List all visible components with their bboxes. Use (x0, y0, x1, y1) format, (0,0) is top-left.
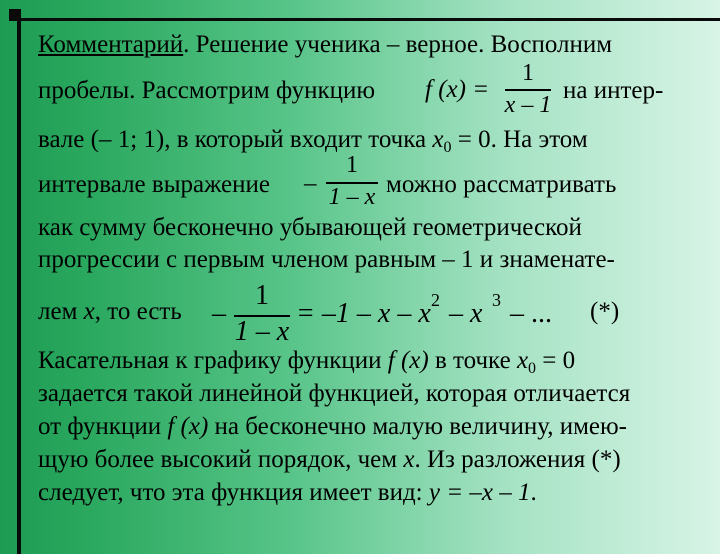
text-line-11 (38, 445, 621, 475)
line8-fx: f (x) (387, 347, 429, 374)
f1-lhs: f (x) = (425, 76, 490, 103)
line7-var: x (83, 298, 95, 325)
line8-t3: = 0 (536, 347, 576, 374)
line12-t2: . (530, 479, 537, 506)
text-line-2 (38, 76, 375, 106)
frame-vertical-bar (17, 14, 21, 554)
text-line-8 (38, 346, 575, 376)
line2-before: пробелы. Рассмотрим функцию (38, 77, 376, 104)
f3-sign: – (212, 298, 226, 329)
line4-after: можно рассматривать (386, 171, 617, 198)
text-line-7 (38, 297, 182, 327)
line8-var: x (516, 347, 529, 374)
text-line-5: как сумму бесконечно убывающей геометрической (38, 214, 582, 241)
f2-sign: – (304, 170, 317, 197)
comment-label: Комментарий (38, 31, 184, 58)
f1-numerator: 1 (522, 60, 534, 86)
f2-denominator: 1 – x (328, 184, 376, 210)
text-line-4 (38, 170, 270, 200)
line10-fx: f (x) (167, 413, 209, 440)
f3-series: = –1 – x – x (296, 298, 431, 329)
equation-tag: (*) (590, 298, 620, 325)
text-line-3 (38, 125, 588, 155)
line12-eq: y = –x – 1 (428, 479, 531, 506)
line4-before: интервале выражение (38, 171, 270, 198)
frame-corner-square (9, 9, 21, 21)
line3-text1: вале (– 1; 1), в который входит точка (38, 126, 433, 153)
f3-denominator: 1 – x (234, 316, 290, 347)
line11-t1: щую более высокий порядок, чем (38, 446, 404, 473)
line8-sub: 0 (528, 360, 537, 377)
f3-tail: – ... (510, 298, 552, 329)
frame-horizontal-bar (10, 18, 720, 21)
x0-sub: 0 (443, 139, 452, 156)
text-line-12 (38, 478, 537, 508)
line3-text2: = 0. На этом (451, 126, 588, 153)
line11-t2: . Из разложения (*) (414, 446, 621, 473)
f2-numerator: 1 (346, 152, 358, 178)
f3-exp3: 3 (492, 290, 501, 310)
text-line-6: прогрессии с первым членом равным – 1 и знаменате- (38, 246, 615, 273)
line10-t2: на бесконечно малую величину, имею- (208, 413, 628, 440)
line12-t1: следует, что эта функция имеет вид: (38, 479, 429, 506)
f3-exp2: 2 (431, 290, 440, 310)
text-line-1 (38, 30, 612, 60)
line8-t1: Касательная к графику функции (38, 347, 388, 374)
text-line-9: задается такой линейной функцией, которая отличается (38, 380, 631, 407)
line2-after: на интер- (563, 77, 664, 104)
line10-t1: от функции (38, 413, 168, 440)
f1-fraction-bar (505, 89, 551, 91)
f3-numerator: 1 (255, 280, 269, 311)
line1-text: . Решение ученика – верное. Восполним (183, 31, 613, 58)
text-line-10 (38, 412, 627, 442)
f3-minus-x: – x (449, 298, 483, 329)
x0-var: x (432, 126, 444, 153)
line7-after: , то есть (94, 298, 182, 325)
f1-denominator: x – 1 (504, 92, 552, 118)
line7-before: лем (38, 298, 84, 325)
line8-t2: в точке (428, 347, 517, 374)
line11-var: x (403, 446, 415, 473)
